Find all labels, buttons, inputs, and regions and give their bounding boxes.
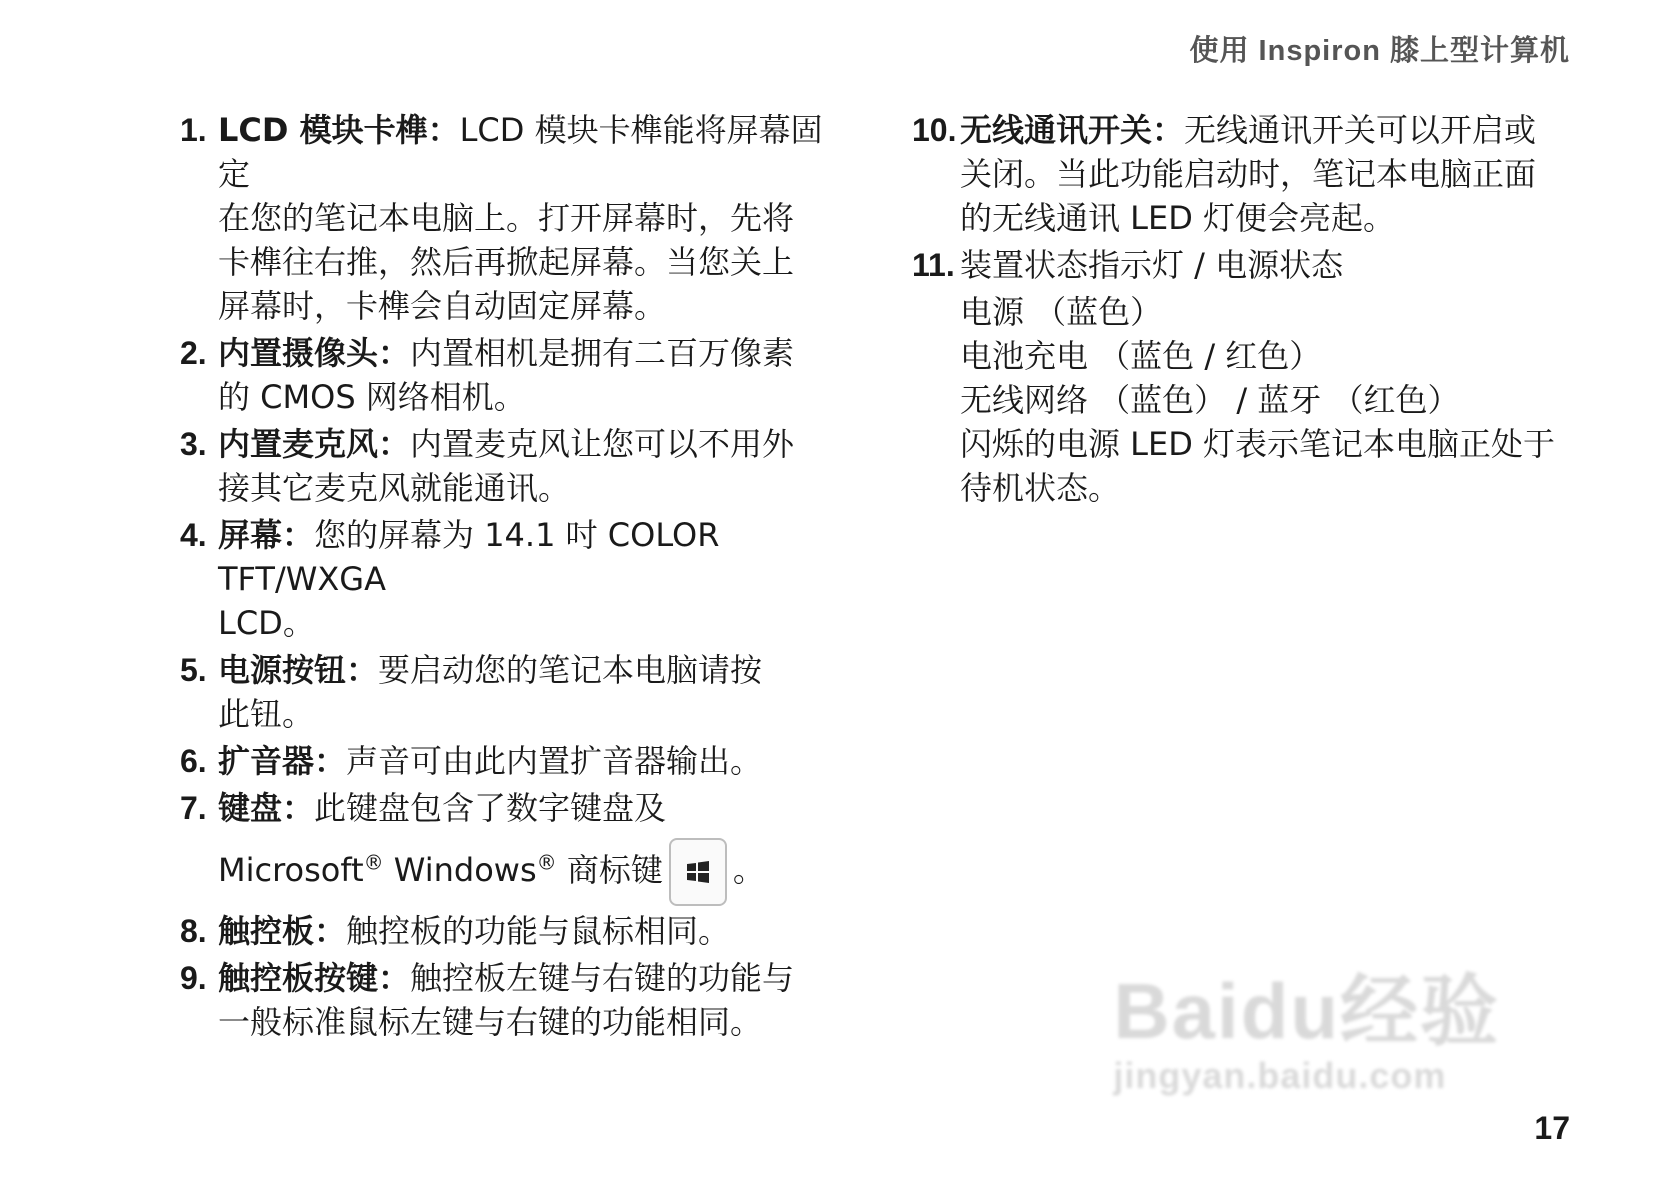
item-text: 屏幕时，卡榫会自动固定屏幕。: [218, 287, 667, 325]
page-number: 17: [1534, 1110, 1570, 1146]
watermark-sub: jingyan.baidu.com: [1113, 1055, 1447, 1096]
list-item: [180, 513, 850, 645]
baidu-watermark: [1113, 949, 1500, 1097]
item-term: 电源按钮：: [218, 651, 379, 689]
item-text: 接其它麦克风就能通讯。: [218, 469, 571, 507]
item-number: 7.: [180, 790, 207, 826]
item-number: 1.: [180, 112, 207, 148]
status-line: 闪烁的电源 LED 灯表示笔记本电脑正处于: [960, 425, 1556, 463]
item-term: 触控板按键：: [218, 959, 411, 997]
left-column: [180, 108, 850, 1047]
item-text: 您的屏幕为 14.1 吋 COLOR TFT/WXGA: [218, 516, 720, 598]
item-text: LCD 模块卡榫能将屏幕固定: [218, 111, 823, 193]
item-text: 关闭。当此功能启动时，笔记本电脑正面: [960, 155, 1537, 193]
item-number: 11.: [912, 247, 955, 283]
list-item: [180, 739, 850, 783]
item-text: 此键盘包含了数字键盘及: [314, 789, 667, 827]
item-text: 触控板左键与右键的功能与: [410, 959, 795, 997]
item-term: 扩音器：: [218, 742, 347, 780]
item-number: 5.: [180, 652, 207, 688]
status-line: 电源 （蓝色）: [960, 293, 1163, 331]
item-text: 触控板的功能与鼠标相同。: [346, 912, 731, 950]
list-item: [912, 108, 1592, 240]
item-text: 内置相机是拥有二百万像素: [410, 334, 795, 372]
windows-key-icon: [669, 838, 727, 906]
list-item: [180, 786, 850, 906]
item-number: 2.: [180, 335, 207, 371]
watermark-main: Baidu经验: [1113, 967, 1500, 1055]
list-item: [180, 648, 850, 736]
item-text: 的无线通讯 LED 灯便会亮起。: [960, 199, 1396, 237]
item-number: 9.: [180, 960, 207, 996]
status-line: 待机状态。: [960, 469, 1121, 507]
item-text: 内置麦克风让您可以不用外: [410, 425, 795, 463]
item-term: 键盘：: [218, 789, 315, 827]
item-term: 内置摄像头：: [218, 334, 411, 372]
item-term: 触控板：: [218, 912, 347, 950]
item-term: 屏幕：: [218, 516, 315, 554]
item-term: LCD 模块卡榫：: [218, 111, 460, 149]
list-item: [180, 108, 850, 328]
item-text: 要启动您的笔记本电脑请按: [378, 651, 763, 689]
item-text: 在您的笔记本电脑上。打开屏幕时，先将: [218, 199, 795, 237]
item-text: 无线通讯开关可以开启或: [1184, 111, 1537, 149]
keyboard-line: [218, 838, 850, 906]
item-number: 3.: [180, 426, 207, 462]
item-number: 6.: [180, 743, 207, 779]
status-line: 无线网络 （蓝色） / 蓝牙 （红色）: [960, 381, 1460, 419]
item-number: 8.: [180, 913, 207, 949]
item-number: 10.: [912, 112, 957, 148]
item-number: 4.: [180, 517, 207, 553]
windows-text: Windows: [393, 851, 537, 889]
item-text: LCD。: [218, 604, 315, 642]
running-header: 使用 Inspiron 膝上型计算机: [1189, 35, 1570, 67]
status-list: [912, 290, 1592, 510]
item-term: 无线通讯开关：: [960, 111, 1185, 149]
item-text: 声音可由此内置扩音器输出。: [346, 742, 763, 780]
list-item: [180, 909, 850, 953]
period-text: 。: [732, 851, 765, 889]
list-item: [180, 331, 850, 419]
registered-mark: ®: [363, 850, 384, 875]
right-column: [912, 108, 1592, 510]
item-text: 装置状态指示灯 / 电源状态: [960, 246, 1344, 284]
item-term: 内置麦克风：: [218, 425, 411, 463]
trademark-key-text: 商标键: [566, 851, 663, 889]
item-text: 的 CMOS 网络相机。: [218, 378, 526, 416]
list-item: [912, 243, 1592, 287]
registered-mark: ®: [536, 850, 557, 875]
item-text: 一般标准鼠标左键与右键的功能相同。: [218, 1003, 763, 1041]
list-item: [180, 956, 850, 1044]
status-line: 电池充电 （蓝色 / 红色）: [960, 337, 1322, 375]
item-text: 卡榫往右推，然后再掀起屏幕。当您关上: [218, 243, 795, 281]
microsoft-text: Microsoft: [218, 851, 364, 889]
item-text: 此钮。: [218, 695, 315, 733]
list-item: [180, 422, 850, 510]
